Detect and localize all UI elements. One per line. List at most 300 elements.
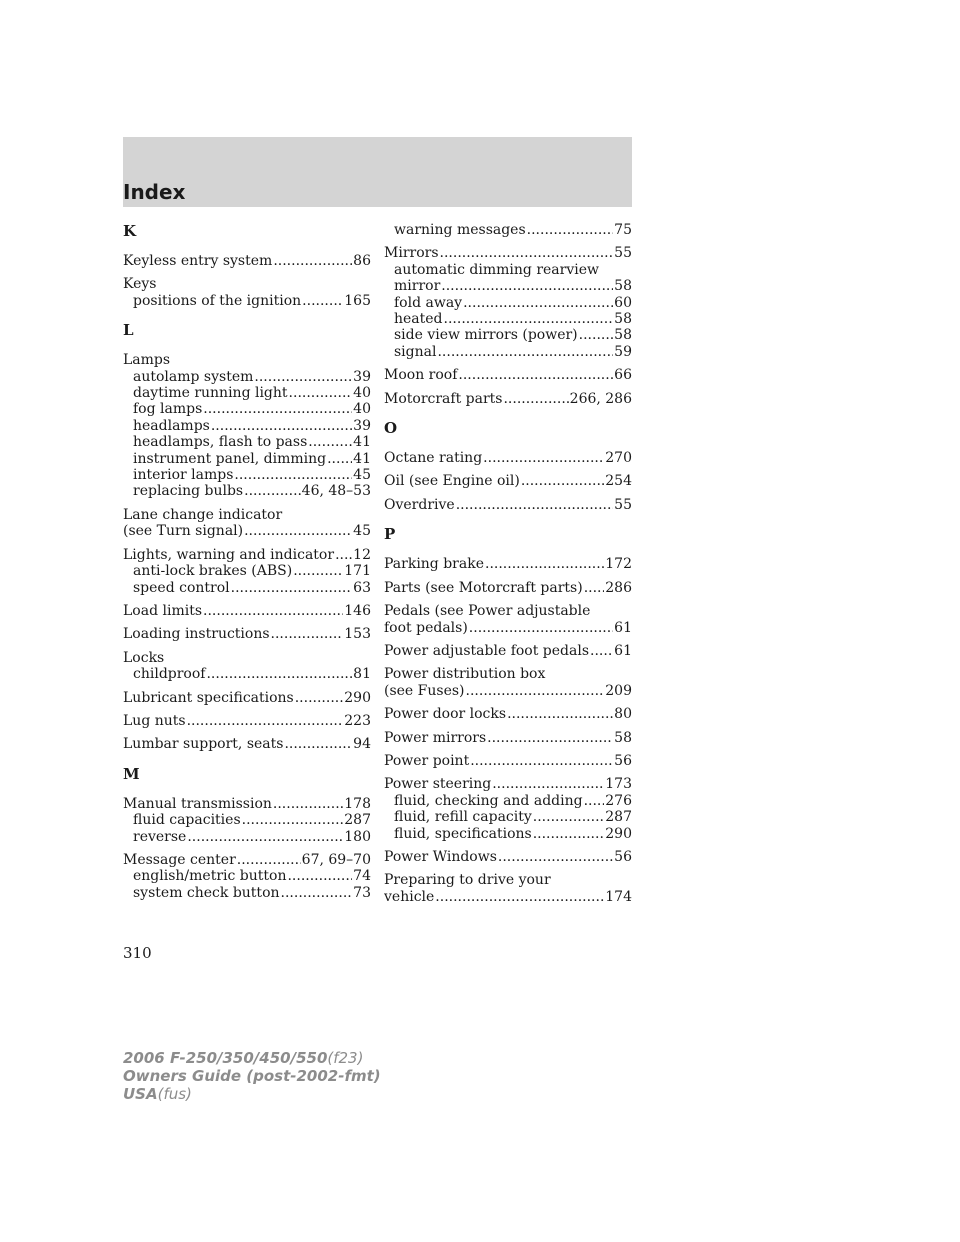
index-entry [384, 730, 632, 746]
page-reference: 59 [614, 343, 632, 360]
index-entry-line [123, 547, 371, 563]
dot-leader [237, 852, 301, 868]
entry-spacer [123, 540, 371, 547]
index-entry-line [384, 730, 632, 746]
section-letter: M [123, 764, 140, 783]
page-reference: 165 [344, 292, 371, 309]
index-entry-line [384, 497, 632, 513]
entry-text: Manual transmission [123, 795, 272, 812]
page-reference: 209 [605, 682, 632, 699]
footer-guide: Owners Guide (post-2002-fmt) [123, 1067, 381, 1085]
page-reference: 74 [353, 868, 371, 885]
entry-text: fluid, checking and adding [394, 792, 583, 809]
entry-spacer [123, 500, 371, 507]
entry-spacer [384, 659, 632, 666]
entry-spacer [384, 865, 632, 872]
entry-text: interior lamps [133, 467, 234, 484]
index-entry-line [123, 690, 371, 706]
page-reference: 58 [614, 311, 632, 328]
footer-line-1 [123, 1049, 381, 1067]
index-subentry-line [123, 401, 371, 417]
page-number: 310 [123, 944, 152, 962]
index-entry [123, 547, 371, 596]
entry-text: daytime running light [133, 385, 288, 402]
footer-line-3 [123, 1085, 381, 1103]
index-subentry-line [384, 295, 632, 311]
dot-leader [458, 367, 613, 383]
page-reference: 56 [614, 752, 632, 769]
index-subentry-line [123, 580, 371, 596]
index-entry-line [384, 556, 632, 572]
entry-text: fluid, specifications [394, 825, 532, 842]
dot-leader [492, 776, 604, 792]
entry-text: signal [394, 343, 437, 360]
section-spacer [384, 513, 632, 525]
index-entry-line [384, 889, 632, 905]
entry-text: Load limits [123, 602, 203, 619]
index-subentry-line [123, 483, 371, 499]
page-reference: 58 [614, 729, 632, 746]
page-reference: 172 [605, 556, 632, 573]
page-reference: 287 [605, 809, 632, 826]
index-entry [384, 473, 632, 489]
index-entry [384, 497, 632, 513]
entry-text: headlamps [133, 417, 210, 434]
page-reference: 39 [353, 417, 371, 434]
index-entry [384, 849, 632, 865]
page-reference: 73 [353, 884, 371, 901]
index-entry-line [384, 683, 632, 699]
page-reference: 60 [614, 294, 632, 311]
entry-spacer [384, 466, 632, 473]
entry-spacer [384, 490, 632, 497]
entry-text: Parking brake [384, 556, 484, 573]
page-reference: 55 [614, 496, 632, 513]
dot-leader [203, 401, 352, 417]
section-spacer [123, 309, 371, 321]
page-reference: 290 [344, 689, 371, 706]
index-entry [123, 852, 371, 901]
entry-spacer [123, 619, 371, 626]
index-subentry-line [384, 344, 632, 360]
page-reference: 45 [353, 467, 371, 484]
entry-text: fluid capacities [133, 812, 241, 829]
dot-leader [469, 620, 613, 636]
dot-leader [533, 826, 605, 842]
dot-leader [295, 690, 344, 706]
dot-leader [584, 793, 605, 809]
page-reference: 75 [614, 222, 632, 238]
index-entry-line [384, 776, 632, 792]
entry-text: Moon roof [384, 367, 458, 384]
footer-line-2 [123, 1067, 381, 1085]
index-subentry-line [384, 327, 632, 343]
page-reference: 56 [614, 848, 632, 865]
dot-leader [244, 483, 301, 499]
page-reference: 61 [614, 619, 632, 636]
entry-text: Power Windows [384, 848, 497, 865]
dot-leader [234, 467, 352, 483]
index-entry-line [123, 713, 371, 729]
entry-text: foot pedals) [384, 619, 468, 636]
entry-text: Message center [123, 851, 236, 868]
section-letter: P [384, 525, 396, 544]
section-letter: L [123, 321, 134, 340]
page-reference: 39 [353, 368, 371, 385]
index-subentry-line [123, 829, 371, 845]
entry-text: vehicle [384, 888, 435, 905]
entry-text: fold away [394, 294, 463, 311]
index-entry-line [384, 666, 632, 682]
entry-spacer [123, 643, 371, 650]
page-reference: 173 [605, 776, 632, 793]
index-entry [123, 690, 371, 706]
entry-text: Parts (see Motorcraft parts) [384, 579, 583, 596]
page-reference: 174 [605, 888, 632, 905]
page-reference: 94 [353, 736, 371, 753]
entry-text: Power steering [384, 776, 492, 793]
entry-text: (see Turn signal) [123, 523, 244, 540]
footer-model: 2006 F-250/350/450/550 [123, 1049, 328, 1067]
entry-spacer [384, 746, 632, 753]
entry-text: mirror [394, 278, 441, 295]
entry-text: automatic dimming rearview [394, 261, 600, 278]
entry-text: Pedals (see Power adjustable [384, 603, 591, 620]
page-reference: 290 [605, 825, 632, 842]
page-reference: 266, 286 [569, 390, 632, 407]
index-entry-line [384, 849, 632, 865]
entry-text: Lubricant specifications [123, 689, 294, 706]
entry-text: fluid, refill capacity [394, 809, 532, 826]
dot-leader [435, 889, 604, 905]
entry-text: replacing bulbs [133, 483, 244, 500]
entry-text: english/metric button [133, 868, 287, 885]
index-entry-line [123, 736, 371, 752]
index-subentry-line [384, 826, 632, 842]
dot-leader [308, 434, 352, 450]
entry-text: Loading instructions [123, 626, 270, 643]
dot-leader [463, 295, 613, 311]
page-reference: 58 [614, 327, 632, 344]
entry-spacer [384, 723, 632, 730]
index-entry [123, 253, 371, 269]
section-letter: O [384, 419, 398, 438]
dot-leader [498, 849, 613, 865]
entry-text: instrument panel, dimming [133, 450, 327, 467]
page-reference: 40 [353, 401, 371, 418]
index-entry [384, 222, 632, 238]
entry-spacer [123, 729, 371, 736]
entry-text: Overdrive [384, 496, 455, 513]
section-letter: K [123, 222, 137, 240]
index-entry-line [384, 872, 632, 888]
entry-text: speed control [133, 579, 230, 596]
page-reference: 55 [614, 245, 632, 262]
entry-spacer [123, 683, 371, 690]
index-entry [384, 580, 632, 596]
index-entry-line [123, 603, 371, 619]
index-subentry-line [384, 793, 632, 809]
entry-text: side view mirrors (power) [394, 327, 578, 344]
entry-spacer [384, 769, 632, 776]
index-entry [384, 367, 632, 383]
dot-leader [335, 547, 352, 563]
index-subentry-line [123, 666, 371, 682]
header-band [123, 137, 632, 207]
entry-text: Lug nuts [123, 712, 186, 729]
index-entry-line [123, 352, 371, 368]
footer-model-code: (f23) [327, 1049, 364, 1067]
dot-leader [533, 809, 605, 825]
entry-text: reverse [133, 828, 187, 845]
entry-text: Mirrors [384, 245, 439, 262]
page-reference: 66 [614, 367, 632, 384]
entry-text: Oil (see Engine oil) [384, 473, 520, 490]
page-reference: 287 [344, 812, 371, 829]
entry-text: Keyless entry system [123, 253, 273, 269]
page-reference: 276 [605, 792, 632, 809]
dot-leader [187, 713, 344, 729]
page-reference: 171 [344, 563, 371, 580]
dot-leader [503, 391, 568, 407]
entry-text: system check button [133, 884, 280, 901]
index-entry-line [123, 626, 371, 642]
dot-leader [579, 327, 614, 343]
entry-spacer [123, 596, 371, 603]
entry-spacer [123, 269, 371, 276]
entry-text: Lumbar support, seats [123, 736, 284, 753]
document-footer [123, 1049, 381, 1103]
dot-leader [507, 706, 613, 722]
entry-spacer [123, 845, 371, 852]
entry-text: positions of the ignition [133, 292, 302, 309]
page-reference: 12 [353, 546, 371, 563]
dot-leader [485, 556, 604, 572]
dot-leader [187, 829, 343, 845]
index-entry-line [123, 276, 371, 292]
entry-spacer [384, 636, 632, 643]
page-title: Index [123, 180, 186, 204]
index-entry-line [384, 473, 632, 489]
index-entry [123, 276, 371, 309]
index-subentry-line [123, 418, 371, 434]
index-entry-line [123, 507, 371, 523]
entry-spacer [384, 573, 632, 580]
section-spacer [123, 240, 371, 253]
dot-leader [231, 580, 353, 596]
page-reference: 45 [353, 523, 371, 540]
index-subentry-line [123, 293, 371, 309]
index-entry-line [123, 796, 371, 812]
index-subentry-line [123, 451, 371, 467]
dot-leader [441, 278, 613, 294]
index-entry-line [384, 367, 632, 383]
dot-leader [466, 683, 605, 699]
entry-text: anti-lock brakes (ABS) [133, 563, 293, 580]
dot-leader [527, 222, 614, 238]
page-reference: 286 [605, 579, 632, 596]
dot-leader [584, 580, 605, 596]
index-entry-line [123, 523, 371, 539]
dot-leader [206, 666, 352, 682]
dot-leader [302, 293, 343, 309]
index-entry-line [123, 253, 371, 269]
dot-leader [440, 245, 614, 261]
index-entry-line [384, 391, 632, 407]
index-entry [384, 776, 632, 842]
dot-leader [590, 643, 613, 659]
index-subentry-line [123, 812, 371, 828]
entry-text: Octane rating [384, 450, 483, 467]
index-entry-line [384, 450, 632, 466]
index-subentry-line [384, 222, 632, 238]
page-reference: 223 [344, 712, 371, 729]
index-subentry-line [123, 467, 371, 483]
page-reference: 41 [353, 434, 371, 451]
index-column-left [123, 222, 371, 901]
index-entry [123, 713, 371, 729]
index-subentry-line [384, 809, 632, 825]
index-subentry-line [384, 311, 632, 327]
index-entry-line [384, 245, 632, 261]
entry-text: (see Fuses) [384, 682, 465, 699]
dot-leader [293, 563, 343, 579]
dot-leader [281, 885, 353, 901]
section-spacer [384, 543, 632, 556]
index-entry [384, 753, 632, 769]
dot-leader [287, 868, 352, 884]
dot-leader [521, 473, 604, 489]
index-entry [384, 666, 632, 699]
dot-leader [444, 311, 614, 327]
entry-text: Lane change indicator [123, 506, 283, 523]
entry-text: Motorcraft parts [384, 390, 503, 407]
entry-text: Power door locks [384, 706, 507, 723]
page-reference: 146 [344, 602, 371, 619]
entry-text: autolamp system [133, 368, 254, 385]
index-entry-line [123, 650, 371, 666]
page-reference: 180 [344, 828, 371, 845]
footer-market: USA [123, 1085, 158, 1103]
entry-spacer [384, 699, 632, 706]
entry-text: heated [394, 311, 443, 328]
index-subentry-line [123, 434, 371, 450]
dot-leader [244, 523, 352, 539]
entry-spacer [384, 360, 632, 367]
index-entry [123, 626, 371, 642]
section-spacer [123, 339, 371, 352]
index-entry [123, 796, 371, 845]
entry-text: fog lamps [133, 401, 203, 418]
dot-leader [211, 418, 352, 434]
page-reference: 153 [344, 626, 371, 643]
page-reference: 46, 48–53 [301, 483, 371, 500]
index-entry-line [123, 852, 371, 868]
page-reference: 178 [344, 795, 371, 812]
index-subentry-line [123, 868, 371, 884]
index-entry [384, 643, 632, 659]
entry-spacer [384, 842, 632, 849]
section-spacer [384, 407, 632, 419]
index-entry [384, 872, 632, 905]
dot-leader [284, 736, 352, 752]
index-entry-line [384, 706, 632, 722]
page-reference: 58 [614, 278, 632, 295]
entry-text: Power distribution box [384, 666, 546, 683]
page-reference: 81 [353, 666, 371, 683]
dot-leader [273, 796, 343, 812]
entry-text: Power mirrors [384, 729, 487, 746]
index-entry [384, 706, 632, 722]
section-spacer [123, 783, 371, 796]
entry-text: Power point [384, 752, 470, 769]
section-spacer [384, 437, 632, 450]
index-entry [123, 352, 371, 500]
page-reference: 80 [614, 706, 632, 723]
dot-leader [483, 450, 604, 466]
page-reference: 61 [614, 642, 632, 659]
entry-text: childproof [133, 666, 206, 683]
page-reference: 254 [605, 473, 632, 490]
index-entry-line [384, 620, 632, 636]
entry-text: Preparing to drive your [384, 872, 551, 889]
section-spacer [123, 753, 371, 765]
page-reference: 270 [605, 450, 632, 467]
index-entry [123, 736, 371, 752]
dot-leader [242, 812, 344, 828]
index-entry [123, 603, 371, 619]
entry-text: Lamps [123, 352, 171, 369]
index-entry [384, 556, 632, 572]
dot-leader [470, 753, 613, 769]
entry-spacer [384, 384, 632, 391]
page-reference: 40 [353, 385, 371, 402]
index-entry [384, 391, 632, 407]
index-entry [384, 603, 632, 636]
dot-leader [289, 385, 353, 401]
dot-leader [273, 253, 352, 269]
page-reference: 86 [353, 253, 371, 269]
index-entry-line [384, 580, 632, 596]
entry-spacer [384, 596, 632, 603]
entry-spacer [123, 706, 371, 713]
index-entry [384, 245, 632, 360]
index-entry-line [384, 643, 632, 659]
page-reference: 41 [353, 450, 371, 467]
index-subentry-line [384, 262, 632, 278]
page-reference: 63 [353, 579, 371, 596]
footer-market-code: (fus) [157, 1085, 192, 1103]
entry-text: Lights, warning and indicator [123, 546, 335, 563]
index-entry-line [384, 753, 632, 769]
dot-leader [271, 626, 344, 642]
page-reference: 67, 69–70 [301, 851, 371, 868]
dot-leader [254, 369, 352, 385]
index-subentry-line [123, 885, 371, 901]
dot-leader [487, 730, 613, 746]
entry-text: warning messages [394, 222, 526, 238]
index-entry [123, 507, 371, 540]
index-column-right [384, 222, 632, 905]
entry-spacer [384, 238, 632, 245]
index-subentry-line [384, 278, 632, 294]
index-entry-line [384, 603, 632, 619]
index-subentry-line [123, 369, 371, 385]
entry-text: Power adjustable foot pedals [384, 642, 590, 659]
index-subentry-line [123, 563, 371, 579]
entry-text: Keys [123, 276, 157, 293]
dot-leader [456, 497, 613, 513]
